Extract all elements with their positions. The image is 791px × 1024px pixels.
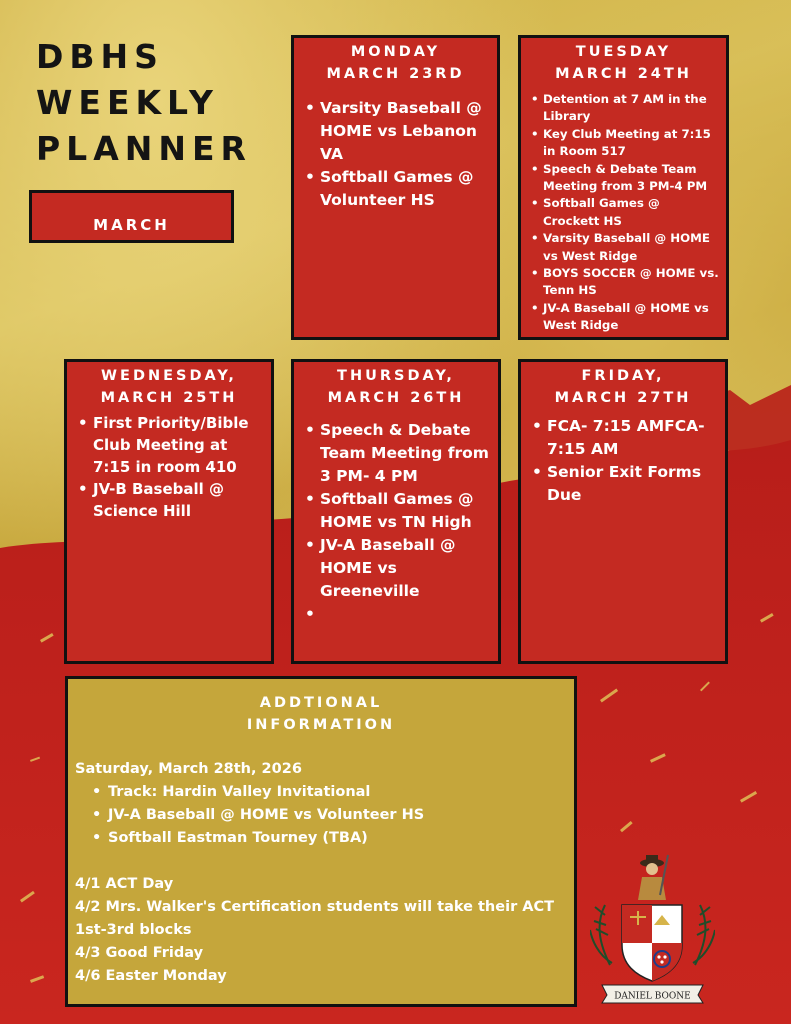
thursday-card bbox=[291, 359, 501, 664]
monday-day: MONDAY bbox=[350, 44, 441, 60]
monday-heading bbox=[294, 38, 497, 85]
list-item: • Track: Hardin Valley Invitational bbox=[108, 781, 574, 804]
daniel-boone-crest-logo bbox=[590, 845, 715, 1005]
saturday-line: Saturday, March 28th, 2026 bbox=[75, 761, 302, 777]
list-item: • JV-B Baseball @ Science Hill bbox=[93, 478, 265, 522]
thursday-date: MARCH 26TH bbox=[327, 390, 465, 406]
title-line-3: PLANNER bbox=[36, 129, 252, 168]
wednesday-card bbox=[64, 359, 274, 664]
list-item: • FCA- 7:15 AMFCA- 7:15 AM bbox=[547, 415, 719, 461]
crest-banner bbox=[602, 985, 703, 1003]
tuesday-day: TUESDAY bbox=[575, 44, 672, 60]
list-item: • Softball Games @ HOME vs TN High bbox=[320, 488, 492, 534]
title-line-2: WEEKLY bbox=[36, 83, 219, 122]
list-item: • Softball Games @ Crockett HS bbox=[543, 195, 720, 230]
tuesday-card bbox=[518, 35, 729, 340]
thursday-heading bbox=[294, 362, 498, 409]
list-item: • Senior Exit Forms Due bbox=[547, 461, 719, 507]
tuesday-heading bbox=[521, 38, 726, 85]
list-item bbox=[320, 603, 492, 626]
planner-title bbox=[36, 34, 252, 172]
wednesday-list bbox=[67, 412, 271, 522]
list-item: • Softball Games @ Volunteer HS bbox=[320, 166, 491, 212]
friday-date: MARCH 27TH bbox=[554, 390, 692, 406]
additional-heading-line-1: ADDTIONAL bbox=[259, 695, 383, 711]
additional-heading bbox=[68, 679, 574, 736]
list-item: • JV-A Baseball @ HOME vs Volunteer HS bbox=[108, 804, 574, 827]
tuesday-date: MARCH 24TH bbox=[555, 66, 692, 82]
list-item: • Speech & Debate Team Meeting from 3 PM-4 PM bbox=[543, 161, 720, 196]
thursday-list bbox=[294, 419, 498, 626]
info-line: 4/2 Mrs. Walker's Certification students will take their ACT 1st-3rd blocks bbox=[75, 899, 555, 938]
month-box bbox=[29, 190, 234, 243]
list-item: • Varsity Baseball @ HOME vs West Ridge bbox=[543, 230, 720, 265]
wednesday-heading bbox=[67, 362, 271, 409]
list-item: • Speech & Debate Team Meeting from 3 PM- 4 PM bbox=[320, 419, 492, 488]
friday-card bbox=[518, 359, 728, 664]
crest-banner-text: DANIEL BOONE bbox=[614, 991, 691, 1002]
friday-heading bbox=[521, 362, 725, 409]
frontiersman-figure bbox=[638, 855, 668, 900]
list-item: • JV-A Baseball @ HOME vs West Ridge bbox=[543, 300, 720, 335]
monday-date: MARCH 23RD bbox=[326, 66, 465, 82]
thursday-day: THURSDAY, bbox=[337, 368, 455, 384]
list-item: • Key Club Meeting at 7:15 in Room 517 bbox=[543, 126, 720, 161]
list-item: • Softball Eastman Tourney (TBA) bbox=[108, 827, 574, 850]
monday-card bbox=[291, 35, 500, 340]
wednesday-date: MARCH 25TH bbox=[100, 390, 238, 406]
title-line-1: DBHS bbox=[36, 37, 164, 76]
list-item: • BOYS SOCCER @ HOME vs. Tenn HS bbox=[543, 265, 720, 300]
additional-heading-line-2: INFORMATION bbox=[246, 717, 396, 733]
shield bbox=[622, 905, 682, 981]
info-line: 4/6 Easter Monday bbox=[75, 968, 227, 984]
friday-list bbox=[521, 415, 725, 507]
saturday-list bbox=[75, 781, 574, 850]
month-label: MARCH bbox=[93, 216, 170, 234]
list-item: • Detention at 7 AM in the Library bbox=[543, 91, 720, 126]
list-item: • Varsity Baseball @ HOME vs Lebanon VA bbox=[320, 97, 491, 166]
list-item: • JV-A Baseball @ HOME vs Greeneville bbox=[320, 534, 492, 603]
info-line: 4/1 ACT Day bbox=[75, 876, 174, 892]
tuesday-list bbox=[521, 91, 726, 335]
monday-list bbox=[294, 97, 497, 212]
friday-day: FRIDAY, bbox=[581, 368, 665, 384]
additional-info-box bbox=[65, 676, 577, 1007]
additional-body bbox=[68, 758, 574, 988]
wednesday-day: WEDNESDAY, bbox=[101, 368, 237, 384]
info-line: 4/3 Good Friday bbox=[75, 945, 204, 961]
list-item: • First Priority/Bible Club Meeting at 7:15 in room 410 bbox=[93, 412, 265, 478]
